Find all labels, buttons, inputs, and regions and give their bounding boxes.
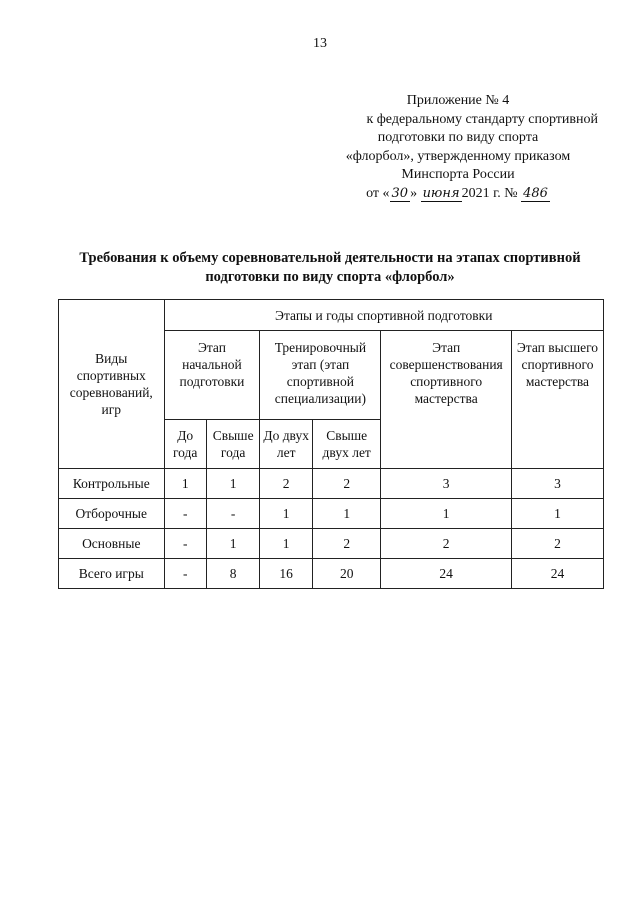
table-cell: 24: [511, 559, 603, 589]
table-cell: 1: [381, 499, 512, 529]
date-year: 2021 г. №: [461, 185, 518, 201]
header-sub-initial-1: До года: [164, 420, 206, 469]
appendix-line-4: «флорбол», утвержденному приказом: [345, 148, 571, 164]
table-cell: 16: [260, 559, 313, 589]
table-cell: 1: [206, 529, 259, 559]
header-sub-training-2: Свыше двух лет: [312, 420, 380, 469]
header-sub-initial-2: Свыше года: [206, 420, 259, 469]
appendix-line-2: к федеральному стандарту спортивной: [366, 111, 598, 127]
date-mid: »: [410, 185, 418, 201]
header-competition-kinds: Виды спортивных соревнований, игр: [59, 300, 165, 469]
table-cell: 1: [312, 499, 380, 529]
table-cell: 3: [511, 469, 603, 499]
table-cell: 2: [381, 529, 512, 559]
appendix-title: Приложение № 4: [406, 93, 510, 108]
handwritten-month: июня: [422, 185, 460, 201]
header-stages: Этапы и годы спортивной подготовки: [164, 300, 603, 331]
header-stage-higher: Этап высшего спортивного мастерства: [511, 331, 603, 469]
table-cell: 1: [164, 469, 206, 499]
appendix-line-5: Минспорта России: [401, 167, 515, 182]
handwritten-day: 30: [391, 185, 409, 201]
table-cell: 1: [511, 499, 603, 529]
table-cell: -: [206, 499, 259, 529]
table-row: [59, 469, 604, 499]
row-label: Контрольные: [59, 469, 165, 499]
table-row: [59, 559, 604, 589]
table-cell: 1: [260, 529, 313, 559]
table-cell: 24: [381, 559, 512, 589]
table-cell: 2: [312, 469, 380, 499]
table-cell: -: [164, 499, 206, 529]
table-cell: 1: [206, 469, 259, 499]
header-stage-improvement: Этап совершенствования спортивного мастерства: [381, 331, 512, 469]
table-cell: -: [164, 529, 206, 559]
appendix-date-line: [318, 185, 598, 204]
table-cell: 1: [260, 499, 313, 529]
header-stage-training: Тренировочный этап (этап спортивной специализации): [260, 331, 381, 420]
handwritten-number: 486: [523, 185, 548, 201]
table-cell: -: [164, 559, 206, 589]
header-sub-training-1: До двух лет: [260, 420, 313, 469]
appendix-block: [318, 92, 598, 203]
table-cell: 2: [511, 529, 603, 559]
requirements-table: [58, 299, 604, 589]
table-cell: 3: [381, 469, 512, 499]
table-cell: 2: [312, 529, 380, 559]
table-row: [59, 529, 604, 559]
date-prefix: от «: [366, 185, 390, 201]
table-cell: 20: [312, 559, 380, 589]
table-cell: 8: [206, 559, 259, 589]
row-label: Основные: [59, 529, 165, 559]
row-label: Отборочные: [59, 499, 165, 529]
table-row: [59, 499, 604, 529]
row-label: Всего игры: [59, 559, 165, 589]
header-stage-initial: Этап начальной подготовки: [164, 331, 260, 420]
page-number: 13: [313, 36, 327, 51]
document-title: Требования к объему соревновательной деятельности на этапах спортивной подготовки по виду спорта «флорбол»: [79, 250, 581, 285]
table-cell: 2: [260, 469, 313, 499]
appendix-line-3: подготовки по виду спорта: [377, 130, 539, 145]
